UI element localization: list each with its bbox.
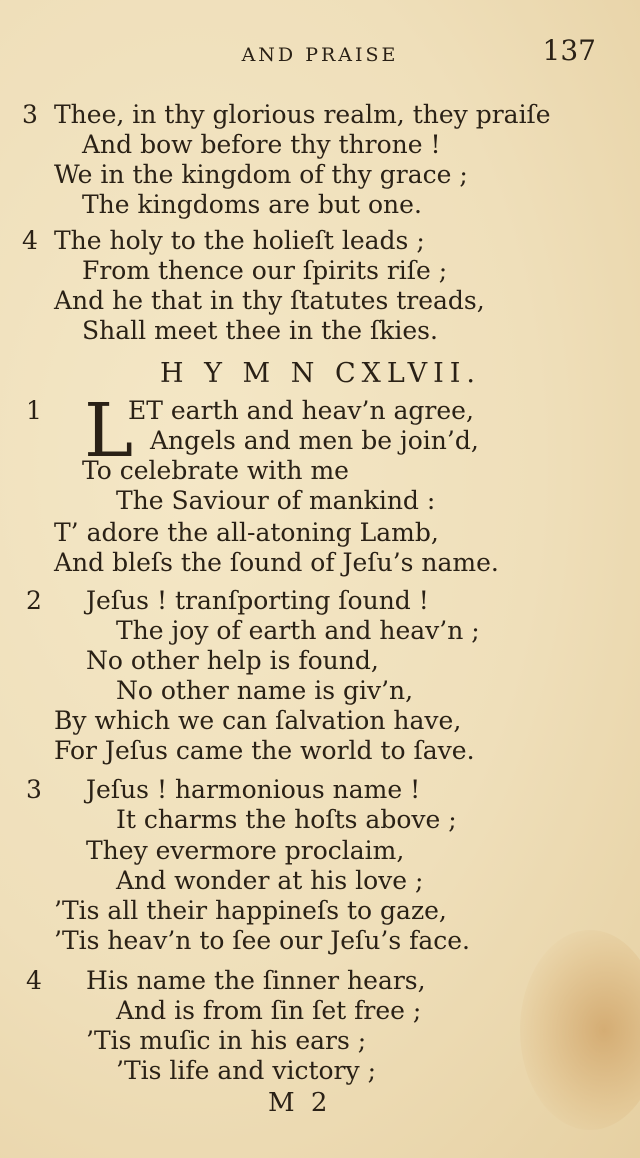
running-head: AND PRAISE	[241, 44, 399, 66]
verse-line: By which we can ſalvation have,	[54, 706, 462, 735]
verse-line: We in the kingdom of thy grace ;	[54, 160, 468, 189]
verse-line: It charms the hoſts above ;	[116, 805, 457, 834]
verse-number: 4	[22, 226, 38, 255]
verse-line: From thence our ſpirits riſe ;	[82, 256, 448, 285]
verse-line: Thee, in thy glorious realm, they praiſe	[54, 100, 551, 129]
verse-line: And bleſs the ſound of Jeſu’s name.	[54, 548, 499, 577]
verse-line: They evermore proclaim,	[86, 836, 405, 865]
verse-line: No other help is found,	[86, 646, 379, 675]
verse-line: The kingdoms are but one.	[82, 190, 422, 219]
verse-line: ET earth and heav’n agree,	[128, 396, 474, 425]
verse-line: The Saviour of mankind :	[116, 486, 436, 515]
verse-line: To celebrate with me	[82, 456, 349, 485]
verse-line: And bow before thy throne !	[82, 130, 441, 159]
verse-line: ’Tis muſic in his ears ;	[86, 1026, 367, 1055]
verse-line: And he that in thy ſtatutes treads,	[54, 286, 485, 315]
verse-line: ’Tis life and victory ;	[116, 1056, 376, 1085]
verse-line: For Jeſus came the world to ſave.	[54, 736, 475, 765]
verse-line: Shall meet thee in the ſkies.	[82, 316, 438, 345]
verse-number: 2	[26, 586, 42, 615]
verse-number: 4	[26, 966, 42, 995]
verse-line: And is from ſin ſet free ;	[116, 996, 422, 1025]
verse-line: His name the ſinner hears,	[86, 966, 426, 995]
verse-line: No other name is giv’n,	[116, 676, 414, 705]
verse-line: ’Tis all their happineſs to gaze,	[54, 896, 447, 925]
page-number: 137	[542, 34, 596, 67]
verse-line: The joy of earth and heav’n ;	[116, 616, 480, 645]
verse-line: T’ adore the all-atoning Lamb,	[54, 518, 439, 547]
verse-line: And wonder at his love ;	[116, 866, 424, 895]
verse-line: Angels and men be join’d,	[150, 426, 479, 455]
drop-cap: L	[84, 388, 134, 474]
verse-number: 1	[26, 396, 42, 425]
verse-line: ’Tis heav’n to ſee our Jeſu’s face.	[54, 926, 470, 955]
verse-number: 3	[26, 775, 42, 804]
verse-number: 3	[22, 100, 38, 129]
verse-line: The holy to the holieſt leads ;	[54, 226, 425, 255]
signature-mark: M 2	[268, 1088, 332, 1118]
verse-line: Jeſus ! tranſporting ſound !	[86, 586, 429, 615]
page-stain	[520, 930, 640, 1130]
verse-line: Jeſus ! harmonious name !	[86, 775, 421, 804]
hymn-title: H Y M N CXLVII.	[160, 358, 481, 389]
